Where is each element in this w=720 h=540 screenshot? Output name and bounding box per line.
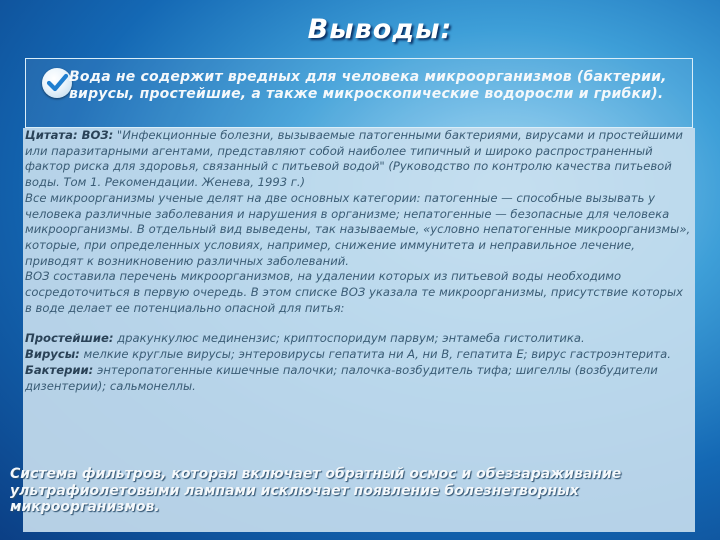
protozoa-label: Простейшие: [25,331,114,346]
protozoa-text: дракункулюс мединензис; криптоспоридум парвум; энтамеба гистолитика. [113,331,585,346]
bacteria-item [25,363,693,394]
bacteria-text: энтеропатогенные кишечные палочки; палочка-возбудитель тифа; шигеллы (возбудители дизентерии); сальмонеллы. [25,362,658,393]
quote-text: "Инфекционные болезни, вызываемые патогенными бактериями, вирусами и простейшими или паразитарными агентами, представляют собой наиболее типичный и широко распространенный фактор риска для здоровья, связанный с питьевой водой" (Руководство по контролю качества питьевой воды. Том 1. Рекомендации. Женева, 1993 г.) [25,128,683,190]
viruses-text: мелкие круглые вирусы; энтеровирусы гепатита ни А, ни В, гепатита Е; вирус гастроэнтерита. [79,347,671,362]
panel-content [25,128,693,394]
bacteria-label: Бактерии: [25,362,94,377]
viruses-label: Вирусы: [25,347,80,362]
slide-title [0,14,720,45]
quote-paragraph [25,128,693,191]
slide-title-text: Выводы: [307,14,453,45]
filter-system-note: Система фильтров, которая включает обратный осмос и обеззараживание ультрафиолетовыми лампами исключает появление болезнетворных микроорганизмов. [10,466,622,515]
conclusion-text: Вода не содержит вредных для человека микроорганизмов (бактерии, вирусы, простейшие, а также микроскопические водоросли и грибки). [69,69,667,102]
conclusion-box [25,58,693,128]
quote-label: Цитата: ВОЗ: [25,128,114,142]
spacer [25,316,693,331]
paragraph-categories: Все микроорганизмы ученые делят на две основных категории: патогенные — способные вызывать у человека различные заболевания и нарушения в организме; непатогенные — безопасные для человека микроорганизмы. В отдельный вид выведены, так называемые, «условно непатогенные микроорганизмы», которые, при определенных условиях, например, снижение иммунитета и неправильное лечение, приводят к возникновению различных заболеваний. [25,190,691,268]
check-icon [42,68,72,98]
paragraph-who-list: ВОЗ составила перечень микроорганизмов, на удалении которых из питьевой воды необходимо сосредоточиться в первую очередь. В этом списке ВОЗ указала те микроорганизмы, присутствие которых в воде делает ее потенциально опасной для питья: [25,269,684,315]
protozoa-item [25,331,693,347]
viruses-item [25,347,693,363]
